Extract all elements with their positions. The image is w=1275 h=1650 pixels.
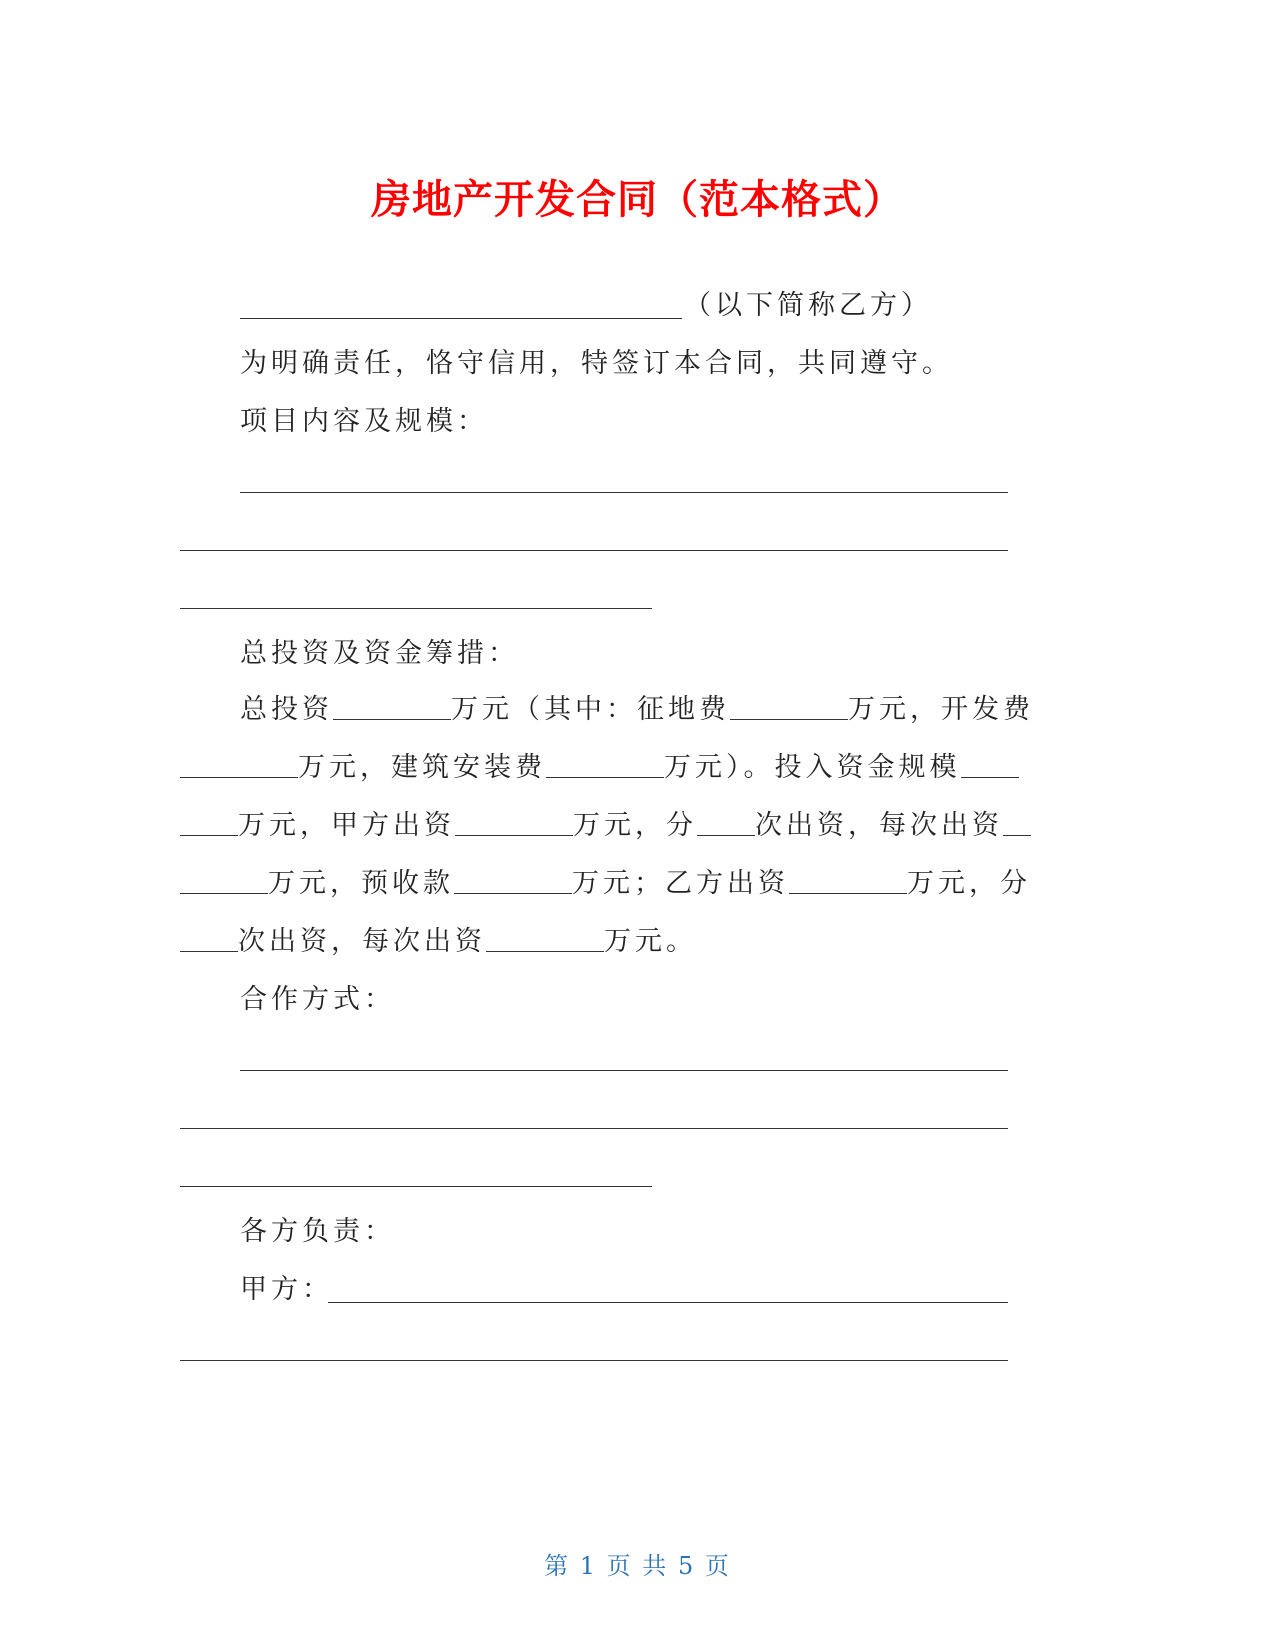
investment-text: 次出资，每次出资	[755, 810, 1003, 841]
total-investment-blank[interactable]	[333, 693, 451, 720]
cooperation-blank-1[interactable]	[240, 1070, 1008, 1071]
investment-text: 万元。	[604, 926, 697, 957]
party-b-funding-blank[interactable]	[789, 867, 907, 894]
preamble-text: 为明确责任，恪守信用，特签订本合同，共同遵守。	[240, 348, 953, 379]
investment-text: 总投资	[240, 694, 333, 725]
fund-scale-blank-a[interactable]	[961, 751, 1019, 778]
construction-fee-blank[interactable]	[546, 751, 664, 778]
section-cooperation-heading: 合作方式：	[240, 984, 395, 1015]
development-fee-blank[interactable]	[180, 751, 298, 778]
investment-text: 万元（其中：征地费	[451, 694, 730, 725]
investment-line-5	[180, 924, 697, 960]
party-a-times-blank[interactable]	[697, 809, 755, 836]
investment-text: 万元，分	[907, 868, 1031, 899]
project-blank-3[interactable]	[180, 608, 652, 609]
page-number: 第 1 页 共 5 页	[544, 1552, 731, 1580]
investment-text: 万元；乙方出资	[572, 868, 789, 899]
investment-line-2	[180, 750, 1019, 786]
project-blank-1[interactable]	[240, 492, 1008, 493]
land-fee-blank[interactable]	[730, 693, 848, 720]
party-a-each-blank-b[interactable]	[180, 867, 268, 894]
investment-line-4	[180, 866, 1031, 902]
investment-text: 万元，分	[573, 810, 697, 841]
investment-text: 万元，开发费	[848, 694, 1034, 725]
party-a-duty-blank-1[interactable]	[328, 1302, 1008, 1303]
party-a-label: 甲方：	[240, 1274, 333, 1305]
section-project-heading: 项目内容及规模：	[240, 406, 488, 437]
party-b-blank[interactable]	[240, 318, 682, 319]
party-a-funding-blank[interactable]	[455, 809, 573, 836]
fund-scale-blank-b[interactable]	[180, 809, 238, 836]
investment-text: 万元，建筑安装费	[298, 752, 546, 783]
party-b-suffix: （以下简称乙方）	[684, 290, 932, 321]
cooperation-blank-2[interactable]	[180, 1128, 1008, 1129]
investment-text: 万元）。投入资金规模	[664, 752, 961, 783]
investment-text: 万元，预收款	[268, 868, 454, 899]
investment-text: 次出资，每次出资	[238, 926, 486, 957]
section-investment-heading: 总投资及资金筹措：	[240, 638, 519, 669]
prepayment-blank[interactable]	[454, 867, 572, 894]
party-a-duty-blank-2[interactable]	[180, 1360, 1008, 1361]
party-b-each-blank[interactable]	[486, 925, 604, 952]
investment-line-3	[180, 808, 1031, 844]
document-title: 房地产开发合同（范本格式）	[371, 177, 904, 223]
investment-line-1	[240, 692, 1034, 728]
party-b-times-blank[interactable]	[180, 925, 238, 952]
project-blank-2[interactable]	[180, 550, 1008, 551]
party-a-each-blank-a[interactable]	[1003, 809, 1031, 836]
section-responsibility-heading: 各方负责：	[240, 1216, 395, 1247]
investment-text: 万元，甲方出资	[238, 810, 455, 841]
cooperation-blank-3[interactable]	[180, 1186, 652, 1187]
